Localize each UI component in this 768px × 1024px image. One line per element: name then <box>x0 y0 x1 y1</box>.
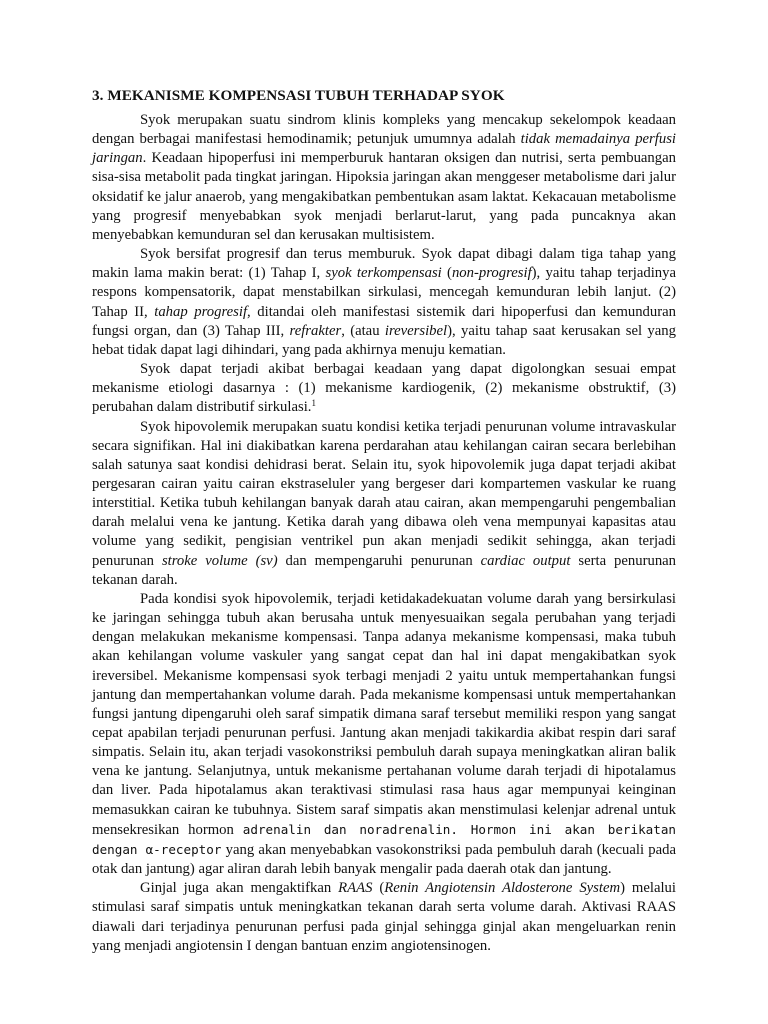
section-heading: 3. MEKANISME KOMPENSASI TUBUH TERHADAP SYOK <box>92 87 505 104</box>
paragraph-5: Pada kondisi syok hipovolemik, terjadi ketidakadekuatan volume darah yang bersirkulasi ke jaringan sehingga tubuh akan berusaha untuk menyesuaikan segala perubahan yang terjadi dengan melakukan mekanisme kompensasi. Tanpa adanya mekanisme kompensasi, maka tubuh akan kehilangan volume vaskuler yang sangat cepat dan hal ini dapat mengakibatkan syok ireversibel. Mekanisme kompensasi syok terbagi menjadi 2 yaitu untuk mempertahankan fungsi jantung dan mempertahankan volume darah. Pada mekanisme kompensasi untuk mempertahankan fungsi jantung dipengaruhi oleh saraf simpatik dimana saraf tersebut memiliki respon yang sangat cepat apabilan terjadi penurunan perfusi. Jantung akan menjadi takikardia akibat respin dari saraf simpatis. Selain itu, akan terjadi vasokonstriksi pembuluh darah supaya meningkatkan aliran balik vena ke jantung. Selanjutnya, untuk mekanisme pertahanan volume darah terjadi di hipotalamus dan liver. Pada hipotalamus akan teraktivasi stimulasi rasa haus agar mempunyai keinginan memasukkan cairan ke tubuhnya. Sistem saraf simpatis akan menstimulasi kelenjar adrenal untuk mensekresikan hormon adrenalin dan noradrenalin. Hormon ini akan berikatan dengan α-receptor yang akan menyebabkan vasokonstriksi pada pembuluh darah (kecuali pada otak dan jantung) agar aliran darah lebih banyak mengalir pada daerah otak dan jantung. <box>92 590 676 878</box>
paragraph-2: Syok bersifat progresif dan terus memburuk. Syok dapat dibagi dalam tiga tahap yang makin lama makin berat: (1) Tahap I, syok terkompensasi (non-progresif), yaitu tahap terjadinya respons kompensatorik, dapat menstabilkan sirkulasi, mencegah kemunduran lebih lanjut. (2) Tahap II, tahap progresif, ditandai oleh manifestasi sistemik dari hipoperfusi dan kemunduran fungsi organ, dan (3) Tahap III, refrakter, (atau ireversibel), yaitu tahap saat kerusakan sel yang hebat tidak dapat lagi dihindari, yang pada akhirnya menuju kematian. <box>92 246 676 358</box>
paragraph-1: Syok merupakan suatu sindrom klinis kompleks yang mencakup sekelompok keadaan dengan berbagai manifestasi hemodinamik; petunjuk umumnya adalah tidak memadainya perfusi jaringan. Keadaan hipoperfusi ini memperburuk hantaran oksigen dan nutrisi, serta pembuangan sisa-sisa metabolit pada tingkat jaringan. Hipoksia jaringan akan menggeser metabolisme dari jalur oksidatif ke jalur anaerob, yang mengakibatkan pembentukan asam laktat. Kekacauan metabolisme yang progresif menyebabkan syok menjadi berlarut-larut, yang pada puncaknya akan menyebabkan kemunduran sel dan kerusakan multisistem. <box>92 112 676 243</box>
paragraph-6: Ginjal juga akan mengaktifkan RAAS (Renin Angiotensin Aldosterone System) melalui stimulasi saraf simpatis untuk meningkatkan tekanan darah serta volume darah. Aktivasi RAAS diawali dari terjadinya penurunan perfusi pada ginjal sehingga ginjal akan mengeluarkan renin yang menjadi angiotensin I dengan bantuan enzim angiotensinogen. <box>92 880 676 954</box>
paragraph-4: Syok hipovolemik merupakan suatu kondisi ketika terjadi penurunan volume intravaskular secara signifikan. Hal ini diakibatkan karena perdarahan atau kehilangan cairan secara berlebihan salah satunya saat kondisi dehidrasi berat. Selain itu, syok hipovolemik juga dapat terjadi akibat pergesaran cairan yaitu cairan ekstraseluler yang bergeser dari kompartemen vaskular ke ruang interstitial. Ketika tubuh kehilangan banyak darah atau cairan, akan mempengaruhi pengembalian darah melalui vena ke jantung. Ketika darah yang dibawa oleh vena mempunyai kapasitas atau volume yang sedikit, pengisian ventrikel pun akan menjadi sedikit sehingga, akan terjadi penurunan stroke volume (sv) dan mempengaruhi penurunan cardiac output serta penurunan tekanan darah. <box>92 418 677 588</box>
footnote-ref: 1 <box>311 398 316 409</box>
paragraph-3: Syok dapat terjadi akibat berbagai keadaan yang dapat digolongkan sesuai empat mekanisme etiologi dasarnya : (1) mekanisme kardiogenik, (2) mekanisme obstruktif, (3) perubahan dalam distributif sirkulasi.$^1$ <box>92 361 676 416</box>
